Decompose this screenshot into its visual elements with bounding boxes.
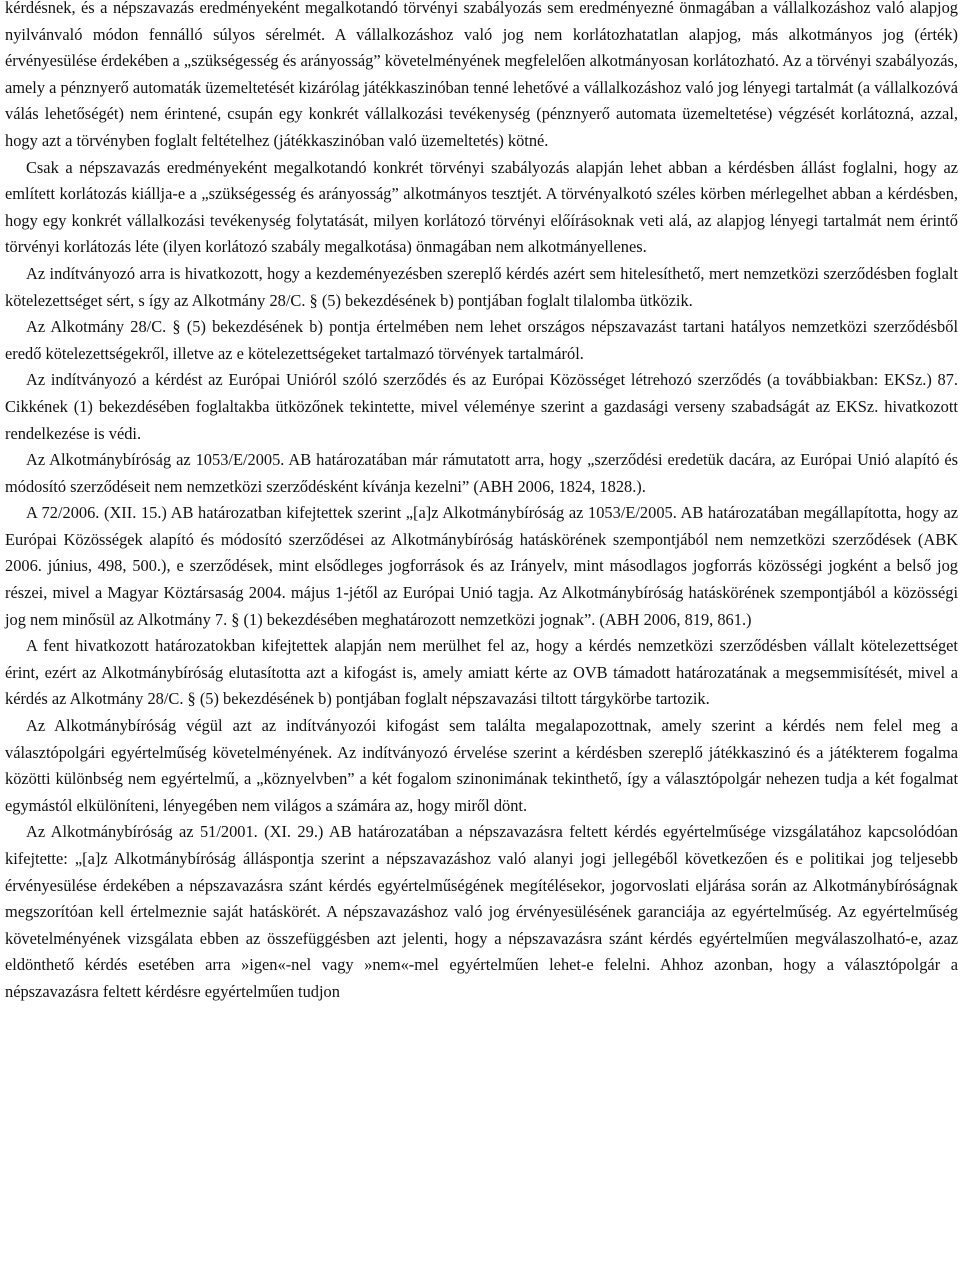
paragraph: Csak a népszavazás eredményeként megalkotandó konkrét törvényi szabályozás alapján lehet abban a kérdésben állást foglalni, hogy az említett korlátozás kiállja-e a „szükségesség és arányosság” alkotmányos tesztjét. A törvényalkotó széles körben mérlegelhet abban a kérdésben, hogy egy konkrét vállalkozási tevékenység folytatását, milyen korlátozó törvényi előírásoknak veti alá, az alapjog lényegi tartalmát nem érintő törvényi korlátozás léte (ilyen korlátozó szabály megalkotása) önmagában nem alkotmányellenes. [5, 157, 958, 257]
paragraph: Az Alkotmánybíróság az 1053/E/2005. AB határozatában már rámutatott arra, hogy „szerződési eredetük dacára, az Európai Unió alapító és módosító szerződéseit nem nemzetközi szerződésként kívánja kezelni” (ABH 2006, 1824, 1828.). [5, 450, 958, 496]
paragraph: A 72/2006. (XII. 15.) AB határozatban kifejtettek szerint „[a]z Alkotmánybíróság az 1053/E/2005. AB határozatában megállapította, hogy az Európai Közösségek alapító és módosító szerződései az Alkotmánybíróság hatáskörének szempontjából nem nemzetközi szerződések (ABK 2006. június, 498, 500.), e szerződések, mint elsődleges jogforrások és az Irányelv, mint másodlagos jogforrás közösségi jogként a belső jog részei, mivel a Magyar Köztársaság 2004. május 1-jétől az Európai Unió tagja. Az Alkotmánybíróság hatáskörének szempontjából a közösségi jog nem minősül az Alkotmány 7. § (1) bekezdésében meghatározott nemzetközi jognak”. (ABH 2006, 819, 861.) [5, 503, 958, 629]
paragraph: Az indítványozó a kérdést az Európai Unióról szóló szerződés és az Európai Közösséget létrehozó szerződés (a továbbiakban: EKSz.) 87. Cikkének (1) bekezdésében foglaltakba ütközőnek tekintette, mivel véleménye szerint a gazdasági verseny szabadságát az EKSz. hivatkozott rendelkezése is védi. [5, 370, 958, 443]
paragraph-continuation: kérdésnek, és a népszavazás eredményeként megalkotandó törvényi szabályozás sem eredményezné önmagában a vállalkozáshoz való alapjog nyilvánvaló módon fennálló súlyos sérelmét. A vállalkozáshoz való jog nem korlátozhatatlan alapjog, más alkotmányos jog (érték) érvényesülése érdekében a „szükségesség és arányosság” követelményének megfelelően alkotmányosan korlátozható. Az a törvényi szabályozás, amely a pénznyerő automaták üzemeltetését kizárólag játékkaszinóban tenné lehetővé a vállalkozáshoz való jog lényegi tartalmát (a vállalkozóvá válás lehetőségét) nem érintené, csupán egy konkrét vállalkozási tevékenység (pénznyerő automata üzemeltetése) végzését korlátozná, azzal, hogy azt a törvényben foglalt feltételhez (játékkaszinóban való üzemeltetés) kötné. [5, 0, 958, 150]
paragraph: A fent hivatkozott határozatokban kifejtettek alapján nem merülhet fel az, hogy a kérdés nemzetközi szerződésben vállalt kötelezettséget érint, ezért az Alkotmánybíróság elutasította azt a kifogást is, amely amiatt kérte az OVB támadott határozatának a megsemmisítését, mivel a kérdés az Alkotmány 28/C. § (5) bekezdésének b) pontjában foglalt népszavazási tiltott tárgykörbe tartozik. [5, 636, 958, 709]
paragraph: Az Alkotmánybíróság az 51/2001. (XI. 29.) AB határozatában a népszavazásra feltett kérdés egyértelműsége vizsgálatához kapcsolódóan kifejtette: „[a]z Alkotmánybíróság álláspontja szerint a népszavazáshoz való alanyi jogi jellegéből következően és e politikai jog teljesebb érvényesülése érdekében a népszavazásra szánt kérdés egyértelműségének megítélésekor, jogorvoslati eljárása során az Alkotmánybíróságnak megszorítóan kell értelmeznie saját hatáskörét. A népszavazáshoz való jog érvényesülésének garanciája az egyértelműség. Az egyértelműség követelményének vizsgálata ebben az összefüggésben azt jelenti, hogy a népszavazásra szánt kérdés egyértelműen megválaszolható-e, azaz eldönthető kérdés esetében arra »igen«-nel vagy »nem«-mel egyértelműen lehet-e felelni. Ahhoz azonban, hogy a választópolgár a népszavazásra feltett kérdésre egyértelműen tudjon [5, 822, 958, 1001]
paragraph: Az indítványozó arra is hivatkozott, hogy a kezdeményezésben szereplő kérdés azért sem hitelesíthető, mert nemzetközi szerződésben foglalt kötelezettséget sért, s így az Alkotmány 28/C. § (5) bekezdésének b) pontjában foglalt tilalomba ütközik. [5, 263, 958, 310]
paragraph: Az Alkotmány 28/C. § (5) bekezdésének b) pontja értelmében nem lehet országos népszavazást tartani hatályos nemzetközi szerződésből eredő kötelezettségekről, illetve az e kötelezettségeket tartalmazó törvények tartalmáról. [5, 317, 958, 363]
document-page [5, 0, 958, 1006]
paragraph: Az Alkotmánybíróság végül azt az indítványozói kifogást sem találta megalapozottnak, amely szerint a kérdés nem felel meg a választópolgári egyértelműség követelményének. Az indítványozó érvelése szerint a kérdésben szereplő játékkaszinó és a játékterem fogalma közötti különbség nem egyértelmű, a „köznyelvben” a két fogalom szinonimának tekinthető, így a választópolgár nehezen tudja a két fogalmat egymástól elkülöníteni, lényegében nem világos a számára az, hogy miről dönt. [5, 716, 958, 815]
